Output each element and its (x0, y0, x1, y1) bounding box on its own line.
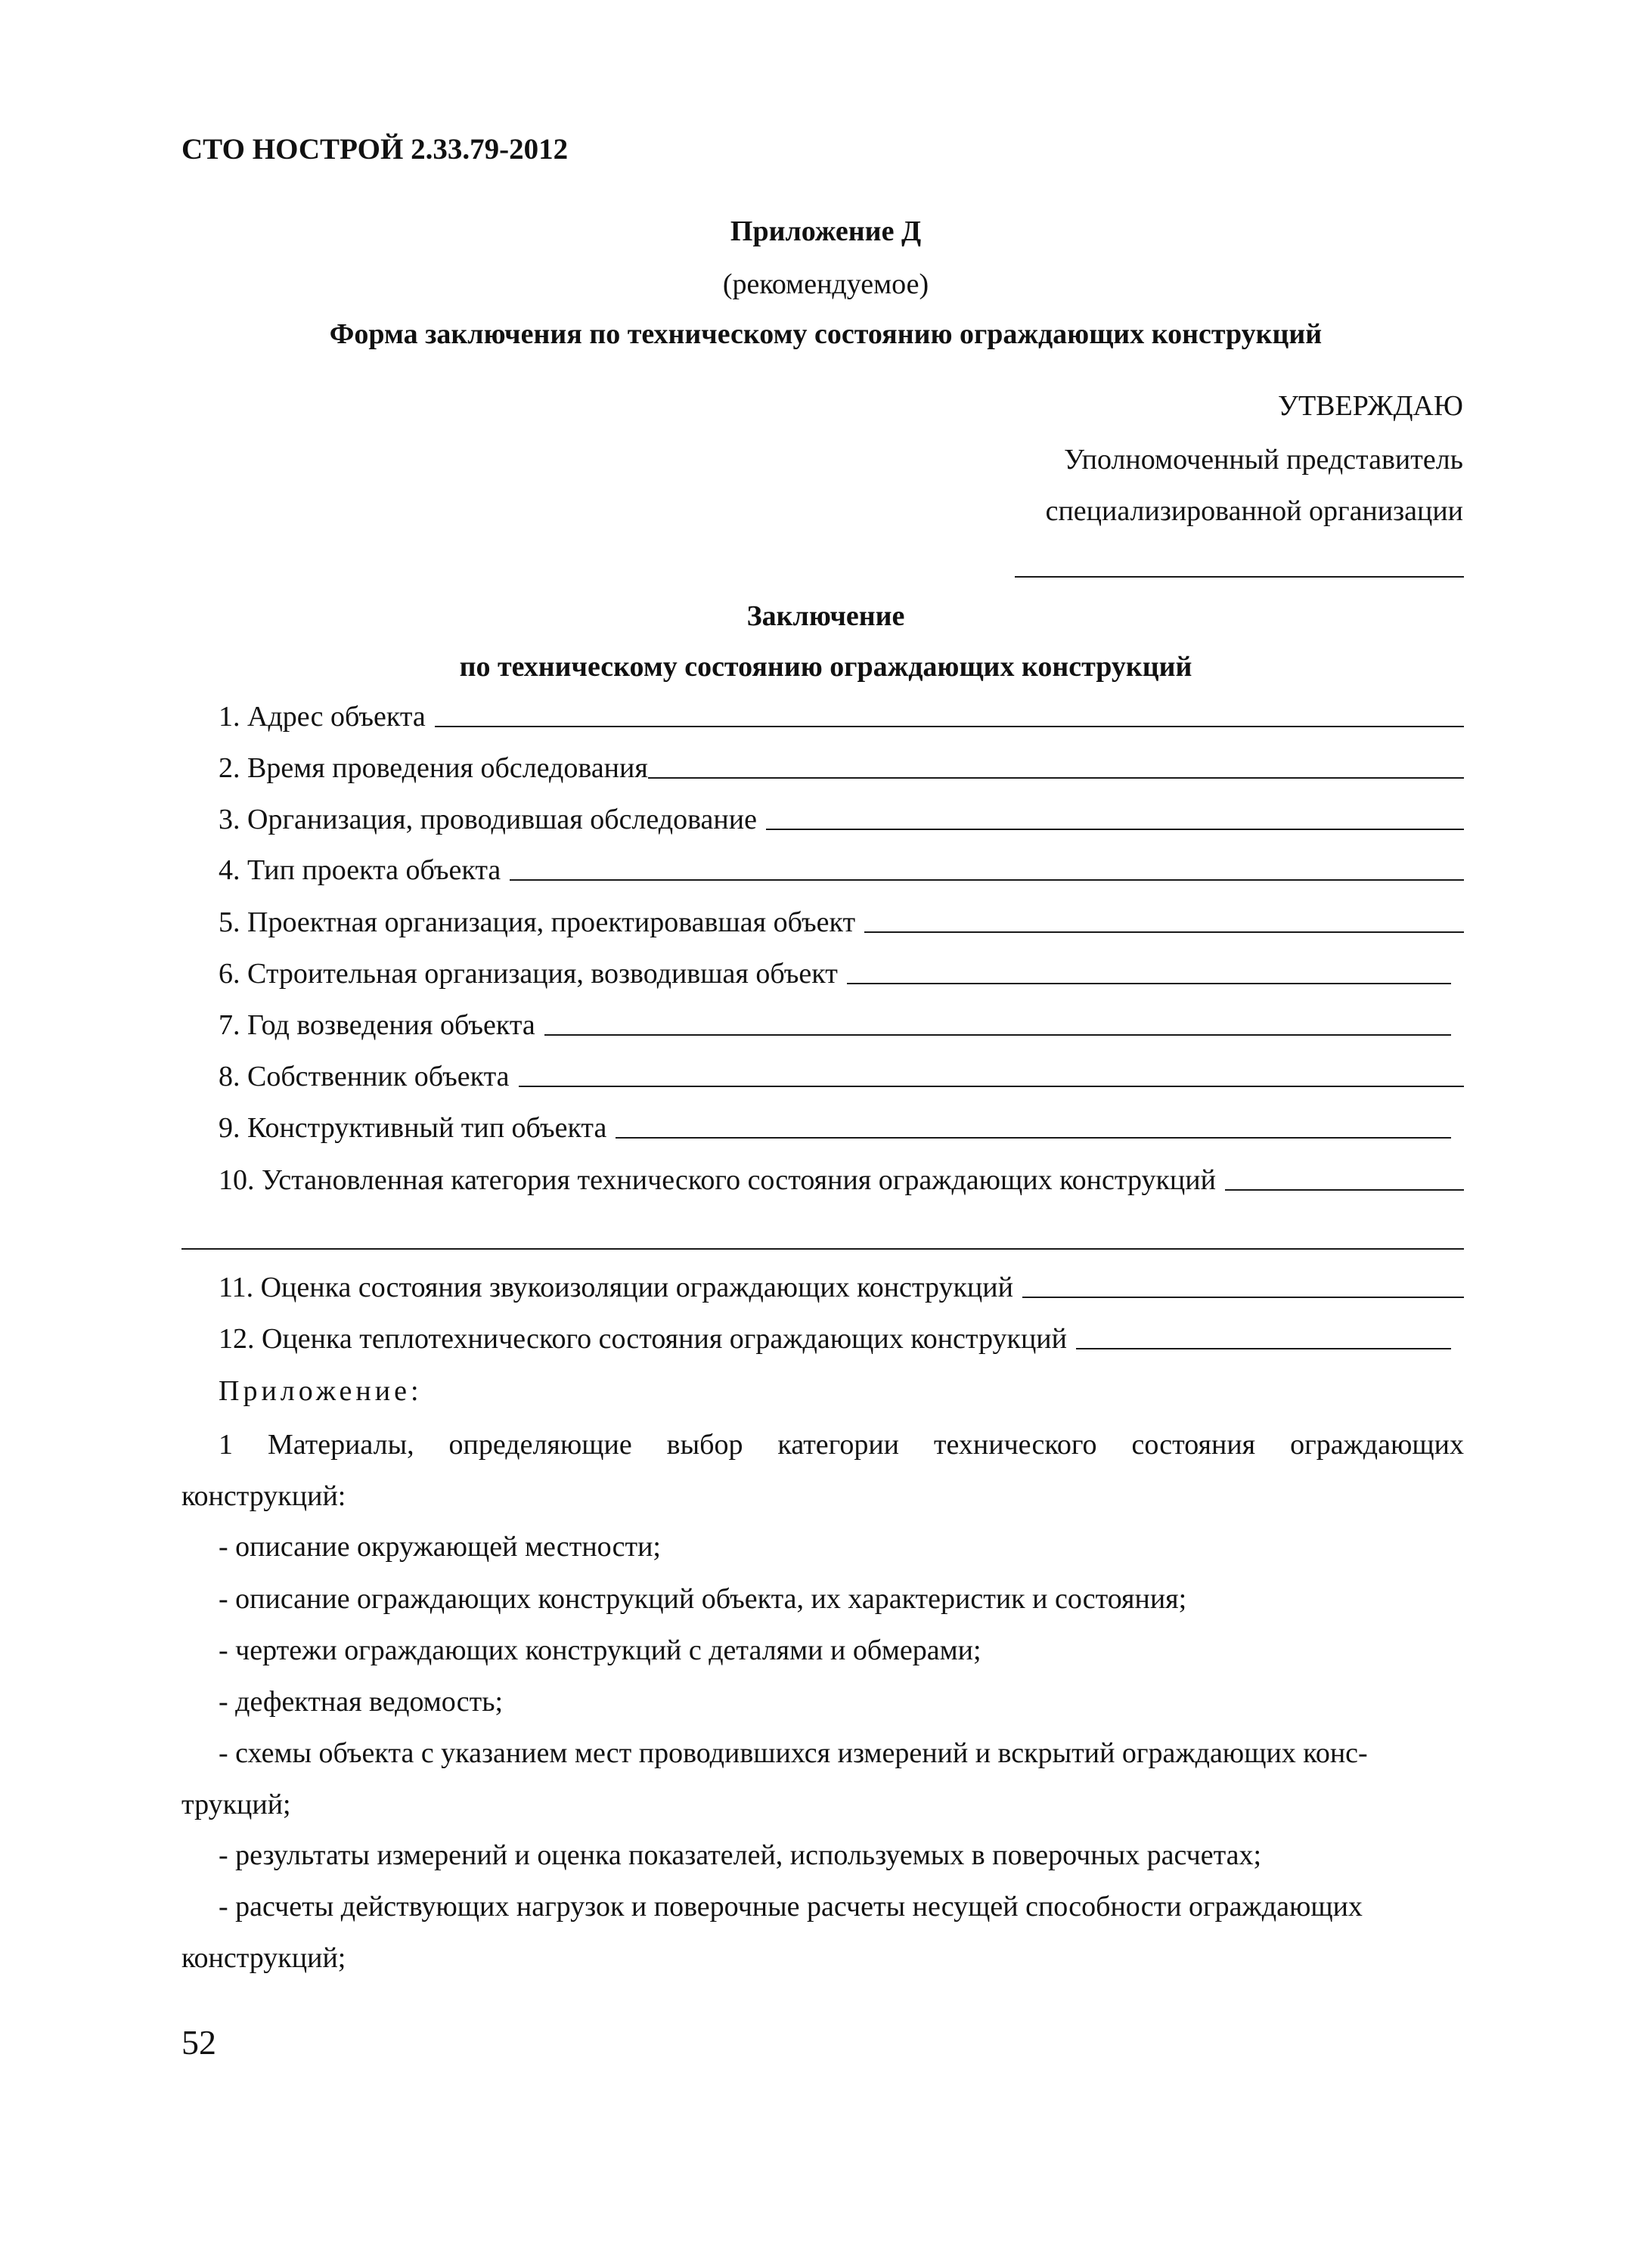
field-survey-organization (219, 801, 1464, 838)
field-label: 11. Оценка состояния звукоизоляции ограждающих конструкций (219, 1272, 1013, 1303)
attachment-bullet-3: - чертежи ограждающих конструкций с деталями и обмерами; (219, 1634, 982, 1666)
field-construction-year (219, 1007, 1451, 1043)
fill-line (510, 879, 1464, 881)
field-label: 1. Адрес объекта (219, 701, 426, 733)
attachment-bullet-2: - описание ограждающих конструкций объекта, их характеристик и состояния; (219, 1583, 1187, 1615)
field-label: 3. Организация, проводившая обследование (219, 804, 757, 835)
fill-line (1225, 1189, 1464, 1191)
approval-heading: УТВЕРЖДАЮ (1278, 390, 1463, 422)
field-label: 9. Конструктивный тип объекта (219, 1112, 607, 1144)
fill-line (864, 931, 1464, 933)
conclusion-subtitle: по техническому состоянию ограждающих конструкций (459, 651, 1192, 683)
document-id: СТО НОСТРОЙ 2.33.79-2012 (181, 133, 569, 166)
field-condition-category (219, 1162, 1464, 1198)
attachment-item-1-line-2: конструкций: (181, 1480, 346, 1512)
field-label: 2. Время проведения обследования (219, 752, 648, 784)
fill-line (1076, 1348, 1451, 1349)
field-structural-type (219, 1110, 1451, 1146)
field-survey-time (219, 750, 1464, 786)
fill-line (519, 1086, 1464, 1087)
fill-line (544, 1034, 1451, 1036)
form-title: Форма заключения по техническому состоянию ограждающих конструкций (329, 318, 1323, 350)
attachment-item-1-line-1 (219, 1427, 1464, 1463)
field-label: 5. Проектная организация, проектировавшая объект (219, 906, 856, 938)
attachment-bullet-1: - описание окружающей местности; (219, 1531, 661, 1563)
fill-line (847, 983, 1451, 984)
field-project-type (219, 852, 1464, 888)
field-label: 7. Год возведения объекта (219, 1009, 535, 1041)
attachment-bullet-5: - схемы объекта с указанием мест проводившихся измерений и вскрытий ограждающих конс- (219, 1737, 1368, 1769)
field-object-address (219, 699, 1464, 735)
fill-line (1022, 1297, 1464, 1298)
field-construction-organization (219, 956, 1451, 992)
conclusion-title: Заключение (746, 600, 905, 632)
field-design-organization (219, 904, 1464, 940)
fill-line (616, 1137, 1451, 1139)
field-label: 6. Строительная организация, возводившая объект (219, 958, 838, 990)
approval-line-2: специализированной организации (1045, 495, 1463, 527)
attachment-bullet-4: - дефектная ведомость; (219, 1686, 504, 1718)
field-label: 10. Установленная категория технического состояния ограждающих конструкций (219, 1164, 1216, 1196)
attachment-bullet-6: - результаты измерений и оценка показателей, используемых в поверочных расчетах; (219, 1839, 1262, 1871)
fill-line-continuation (181, 1248, 1464, 1250)
page-number: 52 (181, 2023, 216, 2062)
fill-line (435, 726, 1464, 727)
appendix-title: Приложение Д (730, 215, 922, 247)
fill-line (648, 777, 1464, 779)
field-label: 4. Тип проекта объекта (219, 854, 501, 886)
appendix-status: (рекомендуемое) (722, 268, 929, 300)
signature-line (1015, 576, 1464, 578)
field-sound-insulation (219, 1269, 1464, 1306)
attachment-heading: Приложение: (219, 1375, 423, 1407)
fill-line (766, 829, 1464, 830)
approval-line-1: Уполномоченный представитель (1064, 444, 1463, 476)
attachment-bullet-7-cont: конструкций; (181, 1942, 346, 1974)
field-thermal-condition (219, 1321, 1451, 1357)
attachment-bullet-7: - расчеты действующих нагрузок и поверочные расчеты несущей способности ограждающих (219, 1891, 1363, 1923)
field-object-owner (219, 1058, 1464, 1095)
field-label: 12. Оценка теплотехнического состояния ограждающих конструкций (219, 1323, 1067, 1355)
attachment-bullet-5-cont: трукций; (181, 1789, 291, 1820)
text-line: 1 Материалы, определяющие выбор категории технического состояния ограждающих (219, 1429, 1464, 1461)
field-label: 8. Собственник объекта (219, 1061, 510, 1092)
